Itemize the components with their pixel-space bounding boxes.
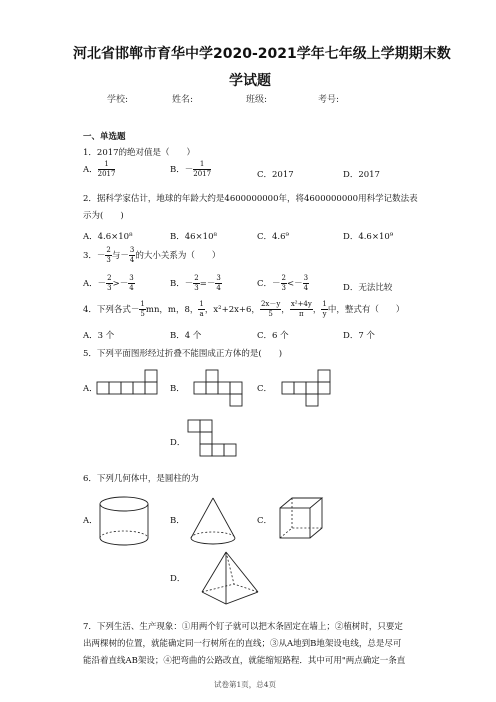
- fraction: [303, 275, 309, 292]
- class-label: 班级:: [246, 95, 268, 105]
- page-title-continued: 学试题: [229, 73, 271, 89]
- fraction: [215, 275, 221, 292]
- denominator: 3: [107, 284, 112, 292]
- fraction: [290, 301, 313, 318]
- separator: ，: [312, 305, 322, 315]
- option-letter: A．－: [83, 279, 107, 289]
- page-title: 河北省邯郸市育华中学2020-2021学年七年级上学期期末数: [73, 46, 451, 62]
- denominator: a: [199, 310, 204, 318]
- q2-stem-line2: 示为( ): [83, 211, 124, 221]
- numerator: 1: [98, 161, 116, 170]
- denominator: 2017: [193, 170, 212, 178]
- q2-option-b: B．46×10⁸: [170, 232, 217, 242]
- q5-option-b-label: B．: [170, 384, 185, 394]
- denominator: π: [299, 310, 304, 318]
- q1-option-d: D．2017: [343, 170, 380, 180]
- q4-suffix: 中，整式有（ ）: [327, 305, 405, 315]
- q4-stem: [83, 301, 404, 318]
- school-label: 学校:: [107, 95, 129, 105]
- q4-text: ，x²+2x+6，: [204, 305, 260, 315]
- q3-option-d: D．无法比较: [343, 283, 393, 293]
- denominator: 5: [140, 310, 145, 318]
- q5-stem: 5．下列平面图形经过折叠不能围成正方体的是( ): [83, 349, 283, 359]
- q3-middle: 与－: [111, 251, 129, 261]
- q7-line3: 能沿着直线AB架设；④把弯曲的公路改直，就能缩短路程．其中可用"两点确定一条直: [83, 656, 406, 666]
- denominator: 3: [106, 256, 111, 264]
- q4-text: mn，m，8，: [145, 305, 199, 315]
- q4-option-c: C．6 个: [257, 331, 289, 341]
- numerator: 3: [216, 274, 221, 282]
- q7-line1: 7．下列生活、生产现象：①用两个钉子就可以把木条固定在墙上；②植树时，只要定: [83, 622, 403, 632]
- option-letter: B．－: [170, 279, 194, 289]
- q3-option-c: [257, 275, 309, 292]
- numerator: 1: [140, 300, 145, 308]
- numerator: 1: [199, 300, 204, 308]
- numerator: 2: [107, 274, 112, 282]
- q3-suffix: 的大小关系为（ ）: [135, 251, 221, 261]
- pyramid-figure: [196, 548, 276, 610]
- cylinder-figure: [96, 494, 156, 552]
- operator: <－: [286, 279, 303, 289]
- denominator: y: [322, 310, 327, 318]
- q4-prefix: 4．下列各式－: [83, 305, 140, 315]
- numerator: 2: [281, 274, 286, 282]
- q1-option-c: C．2017: [257, 170, 294, 180]
- fraction: [260, 301, 281, 318]
- q6-option-d-label: D．: [170, 574, 186, 584]
- q5-option-d-label: D．: [170, 438, 186, 448]
- operator: >－: [112, 279, 129, 289]
- separator: ，: [281, 305, 290, 315]
- numerator: 3: [303, 274, 309, 282]
- denominator: 4: [303, 284, 309, 292]
- numerator: 1: [322, 300, 327, 308]
- numerator: 2: [194, 274, 199, 282]
- numerator: x²+4y: [290, 300, 312, 308]
- numerator: 2x－y: [260, 300, 281, 308]
- q1-stem: 1．2017的绝对值是（ ）: [83, 148, 196, 158]
- q6-option-c-label: C．: [257, 516, 273, 526]
- fraction: [128, 275, 134, 292]
- q5-net-a-figure: [95, 368, 175, 408]
- q4-option-d: D．7 个: [343, 331, 375, 341]
- q5-net-b-figure: [192, 368, 252, 416]
- number-label: 考号:: [318, 95, 340, 105]
- option-letter: C．－: [257, 279, 281, 289]
- q5-net-c-figure: [280, 368, 340, 416]
- denominator: 4: [129, 284, 134, 292]
- cone-figure: [185, 494, 245, 552]
- section-heading: 一、单选题: [83, 132, 126, 142]
- numerator: 3: [129, 246, 135, 254]
- denominator: 4: [129, 256, 135, 264]
- q1-option-b: [170, 161, 211, 178]
- q2-option-c: C．4.6⁹: [257, 232, 289, 242]
- q5-option-a-label: A．: [83, 384, 98, 394]
- q6-option-b-label: B．: [170, 516, 185, 526]
- q4-option-a: A．3 个: [83, 331, 115, 341]
- q5-net-d-figure: [186, 418, 246, 468]
- denominator: 3: [194, 284, 199, 292]
- q3-option-b: [170, 275, 222, 292]
- q6-stem: 6．下列几何体中，是圆柱的为: [83, 474, 199, 484]
- operator: =－: [199, 279, 216, 289]
- q3-prefix: 3．－: [83, 251, 106, 261]
- q1-option-a: [83, 161, 115, 178]
- q2-option-a: A．4.6×10⁸: [83, 232, 133, 242]
- denominator: 5: [268, 310, 273, 318]
- option-letter: B．－: [170, 165, 194, 175]
- q5-option-c-label: C．: [257, 384, 273, 394]
- cube-figure: [276, 494, 336, 552]
- q4-option-b: B．4 个: [170, 331, 202, 341]
- denominator: 4: [216, 284, 221, 292]
- denominator: 3: [281, 284, 286, 292]
- option-letter: A．: [83, 165, 98, 175]
- page-footer: 试卷第1页，总4页: [214, 680, 277, 689]
- fraction: [193, 161, 211, 178]
- fraction: [98, 161, 116, 178]
- numerator: 2: [106, 246, 111, 254]
- q2-stem-line1: 2．据科学家估计，地球的年龄大约是4600000000年，将4600000000用科学记数法表: [83, 194, 418, 204]
- q3-stem: [83, 247, 220, 264]
- denominator: 2017: [97, 170, 116, 178]
- numerator: 1: [193, 161, 211, 170]
- q7-line2: 出两棵树的位置，就能确定同一行树所在的直线；③从A地到B地架设电线，总是尽可: [83, 639, 402, 649]
- q2-option-d: D．4.6×10⁹: [343, 232, 394, 242]
- q3-option-a: [83, 275, 135, 292]
- name-label: 姓名:: [172, 95, 194, 105]
- numerator: 3: [129, 274, 134, 282]
- q6-option-a-label: A．: [83, 516, 98, 526]
